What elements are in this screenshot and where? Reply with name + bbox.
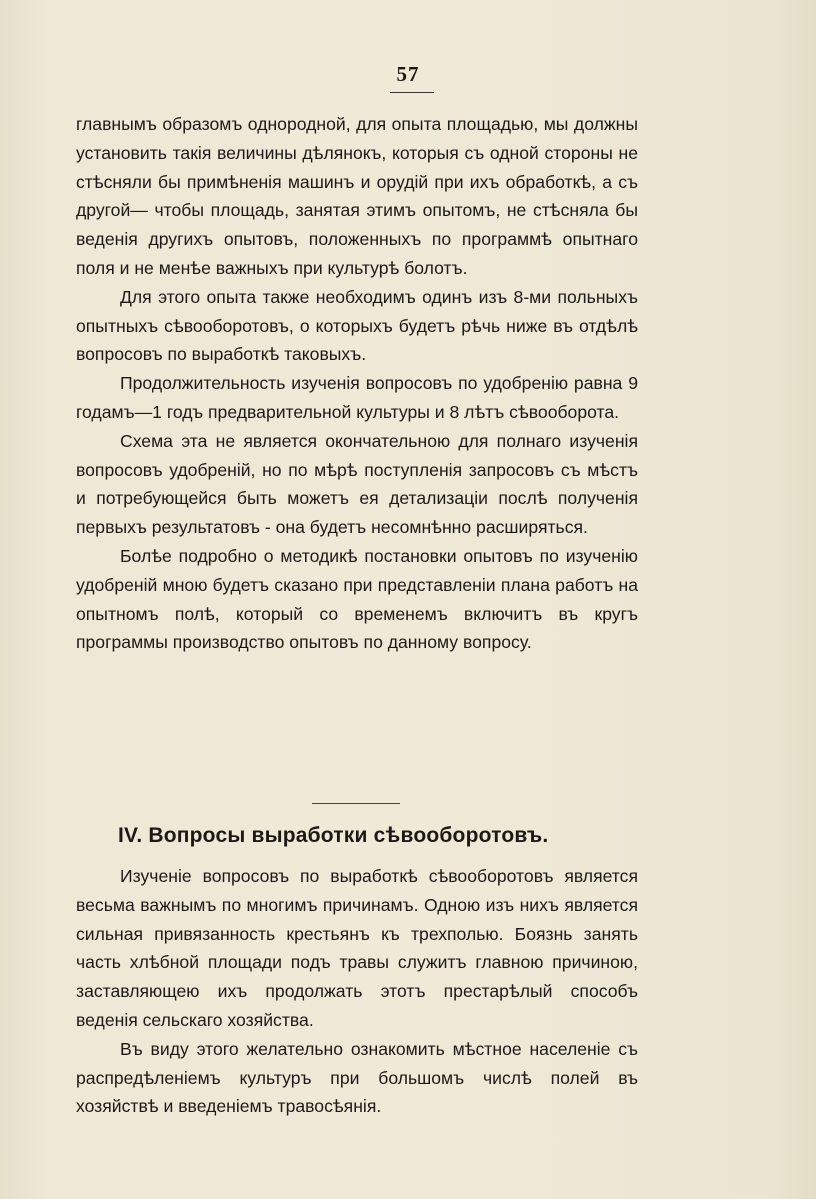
text-block-top <box>76 110 638 657</box>
text-block-bottom <box>76 862 638 1121</box>
section-divider <box>312 803 400 804</box>
paragraph: Для этого опыта также необходимъ одинъ изъ 8-ми польныхъ опытныхъ сѣвооборотовъ, о которыхъ будетъ рѣчь ниже въ отдѣлѣ вопросовъ по вырaботкѣ таковыхъ. <box>76 286 638 365</box>
paragraph: Продолжительность изученія вопросовъ по удобренію равна 9 годамъ—1 годъ предварительной культуры и 8 лѣтъ сѣвооборота. <box>76 373 638 422</box>
paragraph: Изученіе вопросовъ по выработкѣ сѣвооборотовъ является весьма важнымъ по многимъ причинамъ. Одною изъ нихъ является сильная привязанность крестьянъ къ трехполью. Боязнь занять часть хлѣбной площади подъ травы служитъ главною причиною, заставляющею ихъ продолжать этотъ престарѣлый способъ веденія сельскаго хозяйства. <box>76 866 638 1030</box>
paragraph: Схема эта не является окончательною для полнаго изученія вопросовъ удобреній, но по мѣрѣ поступленія запросовъ съ мѣстъ и потребующейся быть можетъ ея детализаціи послѣ полученія первыхъ результатовъ - она будетъ несомнѣнно расширяться. <box>76 430 638 538</box>
page-number-underline <box>390 92 434 93</box>
page-number: 57 <box>396 62 420 86</box>
paragraph: Въ виду этого желательно ознакомить мѣстное населеніе съ распредѣленіемъ культуръ при большомъ числѣ полей въ хозяйствѣ и введеніемъ травосѣянія. <box>76 1038 638 1117</box>
paragraph: Болѣе подробно о методикѣ постановки опытовъ по изученію удобреній мною будетъ сказано при представленіи плана работъ на опытномъ полѣ, который со временемъ включитъ въ кругъ программы производство опытовъ по данному вопросу. <box>76 545 638 653</box>
paragraph: главнымъ образомъ однородной, для опыта площадью, мы должны установить такія величины дѣлянокъ, которыя съ одной стороны не стѣсняли бы примѣненія машинъ и орудій при ихъ обработкѣ, а съ другой— чтобы площадь, занятая этимъ опытомъ, не стѣсняла бы веденія другихъ опытовъ, положенныхъ по программѣ опытнаго поля и не менѣе важныхъ при культурѣ болотъ. <box>76 114 638 278</box>
section-heading: IV. Вопросы выработки сѣвооборотовъ. <box>118 824 549 847</box>
